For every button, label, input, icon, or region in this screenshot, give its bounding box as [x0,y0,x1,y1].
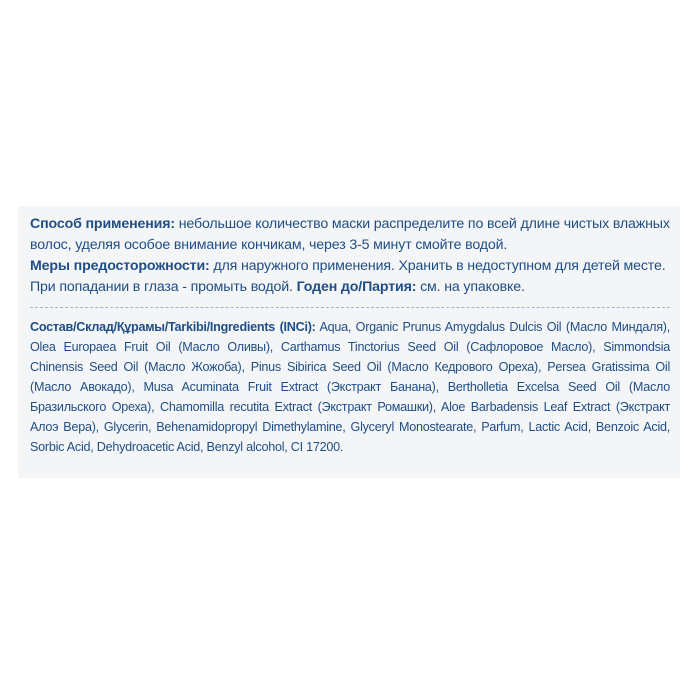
ingredients-text: Aqua, Organic Prunus Amygdalus Dulcis Oil (Масло Миндаля), Olea Europaea Fruit Oil (Масло Оливы), Carthamus Tinctorius Seed Oil (Сафлоровое Масло), Simmondsia Chinensis Seed Oil (Масло Жожоба), Pinus Sibirica Seed Oil (Масло Кедрового Ореха), Persea Gratissima Oil (Масло Авокадо), Musa Acuminata Fruit Extract (Экстракт Банана), Bertholletia Excelsa Seed Oil (Масло Бразильского Ореха), Chamomilla recutita Extract (Экстракт Ромашки), Aloe Barbadensis Leaf Extract (Экстракт Алоэ Вера), Glycerin, Behenamidopropyl Dimethylamine, Glyceryl Monostearate, Parfum, Lactic Acid, Benzoic Acid, Sorbic Acid, Dehydroacetic Acid, Benzyl alcohol, CI 17200. [30,320,670,454]
method-label: Способ применения: [30,216,175,232]
expiry-label: Годен до/Партия: [296,279,417,295]
precautions-label: Меры предосторожности: [30,258,210,274]
expiry-text: см. на упаковке. [416,279,525,295]
ingredients-list [30,317,670,457]
ingredients-label: Состав/Склад/Құрамы/Tarkibi/Ingredients (INCi): [30,320,316,334]
section-divider [30,307,670,308]
usage-instructions [30,214,670,298]
product-label-panel [18,206,680,478]
method-text: небольшое количество маски распределите по всей длине чистых влажных волос, уделяя особое внимание кончикам, через 3-5 минут смойте водой. [30,216,670,253]
precautions-text: для наружного применения. Хранить в недоступном для детей месте. При попадании в глаза - промыть водой. [30,258,666,295]
